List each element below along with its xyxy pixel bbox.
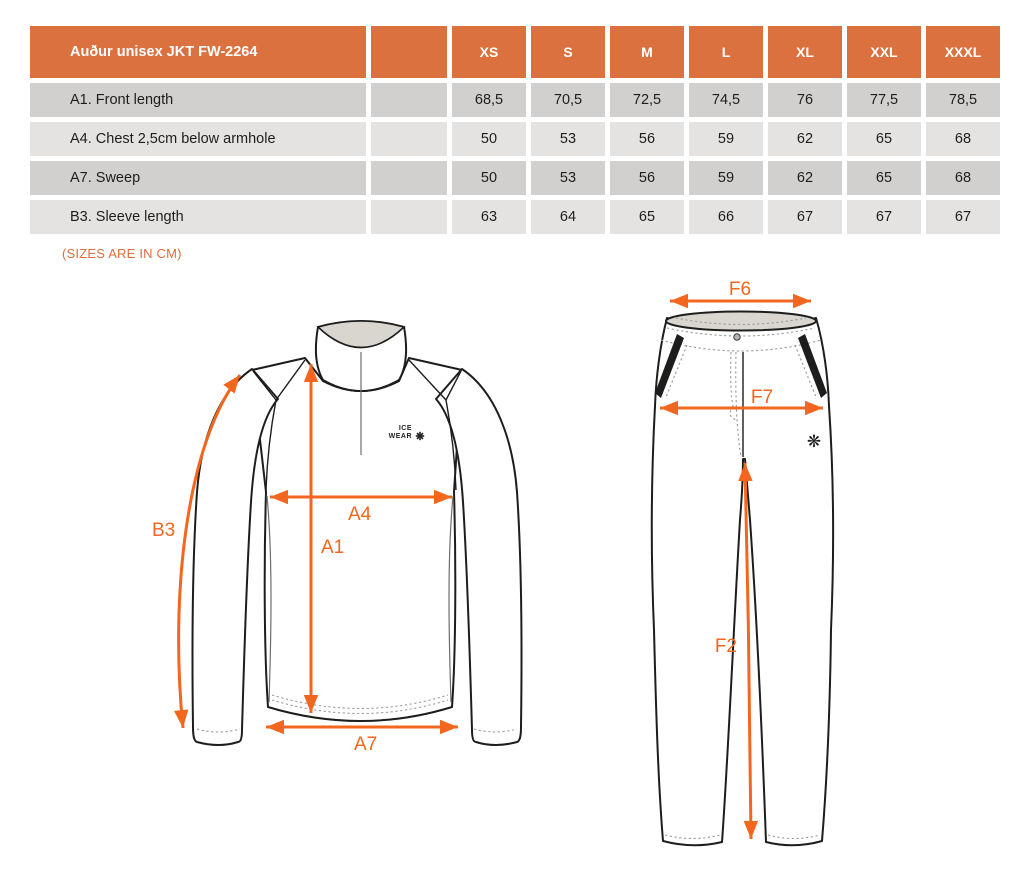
size-value: 53 (531, 122, 605, 156)
spacer-cell (371, 200, 447, 234)
size-column-header: XL (768, 26, 842, 78)
jacket-drawing (192, 321, 521, 745)
b3-label: B3 (152, 520, 176, 541)
table-row (30, 200, 1000, 234)
size-column-header: XS (452, 26, 526, 78)
measurement-label: A4. Chest 2,5cm below armhole (30, 122, 366, 156)
size-table (25, 21, 1005, 239)
size-value: 64 (531, 200, 605, 234)
f6-label: F6 (728, 279, 752, 300)
snowflake-icon: ❋ (806, 432, 822, 451)
table-header-row (30, 26, 1000, 78)
size-value: 62 (768, 122, 842, 156)
units-note: (SIZES ARE IN CM) (62, 246, 182, 261)
snowflake-icon: ❋ (415, 431, 425, 443)
table-row (30, 83, 1000, 117)
size-value: 70,5 (531, 83, 605, 117)
size-value: 56 (610, 161, 684, 195)
logo-text-line1: ICE (398, 425, 412, 432)
size-value: 78,5 (926, 83, 1000, 117)
logo-text-line2: WEAR (388, 433, 412, 440)
size-value: 77,5 (847, 83, 921, 117)
size-value: 68 (926, 161, 1000, 195)
size-value: 63 (452, 200, 526, 234)
measurement-label: B3. Sleeve length (30, 200, 366, 234)
header-spacer-cell (371, 26, 447, 78)
size-value: 76 (768, 83, 842, 117)
table-row (30, 161, 1000, 195)
a7-label: A7 (354, 734, 378, 755)
size-value: 66 (689, 200, 763, 234)
size-column-header: S (531, 26, 605, 78)
a4-label: A4 (348, 504, 372, 525)
pants-diagram (643, 278, 843, 878)
spacer-cell (371, 161, 447, 195)
table-row (30, 122, 1000, 156)
pants-drawing (652, 312, 833, 846)
size-value: 68 (926, 122, 1000, 156)
waist-opening (666, 312, 816, 331)
measurement-label: A7. Sweep (30, 161, 366, 195)
size-value: 53 (531, 161, 605, 195)
spacer-cell (371, 83, 447, 117)
waist-button (734, 334, 740, 340)
measurement-label: A1. Front length (30, 83, 366, 117)
size-column-header: L (689, 26, 763, 78)
size-value: 65 (847, 122, 921, 156)
size-column-header: XXL (847, 26, 921, 78)
size-value: 56 (610, 122, 684, 156)
size-value: 67 (926, 200, 1000, 234)
a1-label: A1 (321, 537, 345, 558)
jacket-diagram (145, 288, 545, 768)
size-value: 74,5 (689, 83, 763, 117)
size-value: 50 (452, 161, 526, 195)
size-value: 65 (610, 200, 684, 234)
jacket-body (252, 358, 462, 721)
size-value: 67 (768, 200, 842, 234)
size-value: 59 (689, 122, 763, 156)
size-value: 72,5 (610, 83, 684, 117)
size-value: 65 (847, 161, 921, 195)
f7-label: F7 (750, 387, 774, 408)
size-column-header: M (610, 26, 684, 78)
product-title: Auður unisex JKT FW-2264 (30, 26, 366, 78)
size-value: 62 (768, 161, 842, 195)
spacer-cell (371, 122, 447, 156)
size-value: 68,5 (452, 83, 526, 117)
size-column-header: XXXL (926, 26, 1000, 78)
size-value: 50 (452, 122, 526, 156)
size-value: 67 (847, 200, 921, 234)
f2-label: F2 (714, 636, 737, 657)
size-value: 59 (689, 161, 763, 195)
